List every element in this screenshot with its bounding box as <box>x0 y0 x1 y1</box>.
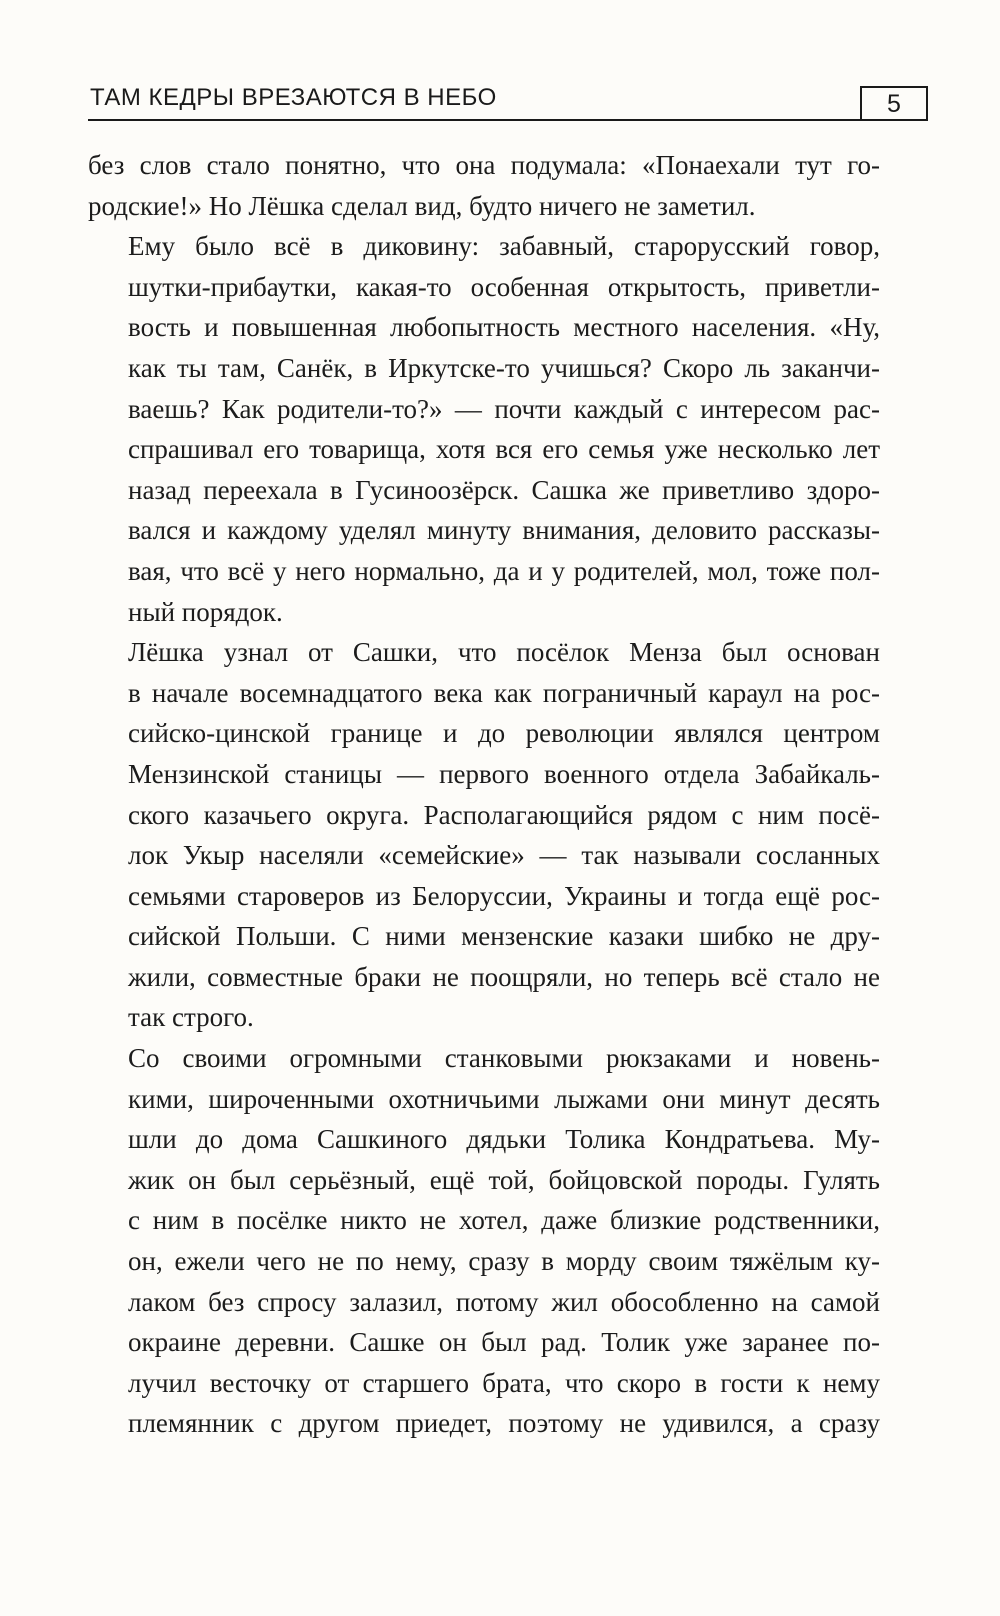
text-line: в начале восемнадцатого века как пограничный караул на рос- <box>128 677 880 708</box>
text-line: вая, что всё у него нормально, да и у родителей, мол, тоже пол- <box>128 555 880 586</box>
paragraph-1 <box>88 145 880 226</box>
text-line: Мензинской станицы — первого военного отдела Забайкаль- <box>128 758 880 789</box>
text-line: сийской Польши. С ними мензенские казаки шибко не дру- <box>128 921 880 952</box>
text-line: жик он был серьёзный, ещё той, бойцовской породы. Гулять <box>128 1164 880 1195</box>
text-line: окраине деревни. Сашке он был рад. Толик уже заранее по- <box>128 1327 880 1358</box>
header-rule <box>88 119 928 121</box>
text-line: так строго. <box>128 1002 254 1033</box>
text-line: лок Укыр населяли «семейские» — так называли сосланных <box>128 840 880 871</box>
text-line: шли до дома Сашкиного дядьки Толика Кондратьева. Му- <box>128 1124 880 1155</box>
text-line: ный порядок. <box>128 596 283 627</box>
text-line: лаком без спросу залазил, потому жил обособленно на самой <box>128 1286 880 1317</box>
body-text <box>88 145 880 1444</box>
text-line: вался и каждому уделял минуту внимания, деловито рассказы- <box>128 515 880 546</box>
text-line: ского казачьего округа. Располагающийся рядом с ним посё- <box>128 799 880 830</box>
text-line: семьями староверов из Белоруссии, Украины и тогда ещё рос- <box>128 880 880 911</box>
text-line: Лёшка узнал от Сашки, что посёлок Менза был основан <box>128 637 880 668</box>
text-line: лучил весточку от старшего брата, что скоро в гости к нему <box>128 1367 880 1398</box>
text-line: жили, совместные браки не поощряли, но теперь всё стало не <box>128 961 880 992</box>
text-line: ваешь? Как родители-то?» — почти каждый с интересом рас- <box>128 393 880 424</box>
text-line: вость и повышенная любопытность местного населения. «Ну, <box>128 312 880 343</box>
text-line: назад переехала в Гусиноозёрск. Сашка же приветливо здоро- <box>128 474 880 505</box>
text-line: родские!» Но Лёшка сделал вид, будто ничего не заметил. <box>88 190 756 221</box>
page-number: 5 <box>860 86 928 119</box>
text-line: кими, широченными охотничьими лыжами они минут десять <box>128 1083 880 1114</box>
paragraph-2 <box>88 226 880 632</box>
paragraph-3 <box>88 632 880 1038</box>
paragraph-4 <box>88 1038 880 1444</box>
text-line: без слов стало понятно, что она подумала: «Понаехали тут го- <box>88 150 880 180</box>
text-line: шутки-прибаутки, какая-то особенная открытость, приветли- <box>128 271 880 302</box>
running-title: ТАМ КЕДРЫ ВРЕЗАЮТСЯ В НЕБО <box>90 84 497 111</box>
text-line: спрашивал его товарища, хотя вся его семья уже несколько лет <box>128 434 880 465</box>
text-line: как ты там, Санёк, в Иркутске-то учишься? Скоро ль заканчи- <box>128 352 880 383</box>
text-line: сийско-цинской границе и до революции являлся центром <box>128 718 880 749</box>
text-line: Ему было всё в диковину: забавный, старорусский говор, <box>128 231 880 262</box>
text-line: он, ежели чего не по нему, сразу в морду своим тяжёлым ку- <box>128 1246 880 1277</box>
running-header <box>88 82 928 122</box>
text-line: с ним в посёлке никто не хотел, даже близкие родственники, <box>128 1205 880 1236</box>
text-line: Со своими огромными станковыми рюкзаками и новень- <box>128 1043 880 1074</box>
text-line: племянник с другом приедет, поэтому не удивился, а сразу <box>128 1408 880 1439</box>
